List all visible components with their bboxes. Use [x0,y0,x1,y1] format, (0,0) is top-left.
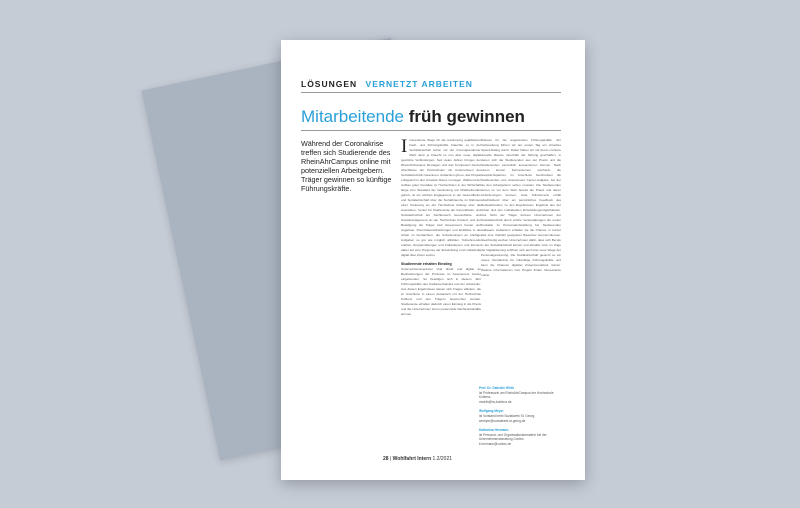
article-column-2 [481,138,561,278]
page-number: 28 [383,456,389,462]
author-email: k.hermann@contec.de [479,441,512,446]
issue-number: 1.2/2021 [432,456,453,462]
article-column-1 [401,138,481,317]
magazine-page [281,40,585,480]
author-entry [479,428,561,446]
author-role: ist Personal- und Organisationsberaterin bei der Unternehmensberatung Contec. [479,432,547,442]
author-entry [479,409,561,423]
subheading: Studierende erhalten Einstieg [401,262,452,266]
author-role: ist Vorstand beim Sozialwerk St. Georg. [479,413,536,418]
column-2-text: Diskuss für die angehenden Führungskräfte. Zur Vorbereitung führen wir am ersten Tag ein virtuelles Speed-Dating durch. Dabei haben wir mit Zoom mehrere virtuelle Räume innerhalb der Sitzung geschaffen, in denen sich die Studierenden aus der Praxis und die Studierenden persönlich kennenlernen können. Nach einem kurzen Kennenlernen wechseln die Gesprächspartner. Im Anschluss beschreiben die Studierenden vom Assessment Center-Aufgabe, bei der sie den Arbeitgebern sehen mussten. Die Studierenden lernen so vor dem Start bereits die Praxis und deren Anforderungen kennen. Jede Teilnehmerin erhält abschließend über ein persönliches Feedback des Beobachtenden zu den Ergebnissen. Ergebnis aus der Arbeit und den individuellen Entwicklungsmöglichkeiten. Aus Sicht der Träger können Unternehmen der Sozialwirtschaft durch solche Veranstaltungen die ersten Kontakte zu Personalentwicklung bei Studierenden aufbauen. Außerdem erhalten sie die Chance, in kurzer Zeit eine Vielzahl geeigneter Bewerber kennenzulernen. Gleichzeitig werben Unternehmen dafür, dass sich Berufe in der Sozialwirtschaft lohnen und attraktiv sind. Im Zuge der Digitalisierung eröffnen sich auch hier neue Wege der Personalgewinnung. Die Sozialwirtschaft gewinnt so ein neues Verständnis für zukünftige Führungskräfte und kann die Chancen digitaler Zusammenarbeit nutzen. Weitere Informationen zum Projekt finden Interessierte online. [481,138,561,277]
section-header [301,79,473,89]
author-entry [479,386,561,404]
column-1-text-2: Unternehmensvertreter sind direkt und digital an Beobachtungen der Prozesse im Assessment Center eingebunden. So beteiligen sich in diesem Jahr Führungskräfte des Caritasverbandes und der Johanniter. Aus diesen Ergebnissen lassen sich Fragen ableiten, die im Anschluss in einem Austausch mit der Hochschule Koblenz und den Trägern besprochen werden. Studierende erhalten dadurch einen Einstieg in die Praxis und die Unternehmen lernen potenzielle Nachwuchskräfte kennen. [401,267,481,316]
magazine-name: Wohlfahrt Intern [392,456,432,462]
title-part-2: früh gewinnen [408,107,525,126]
section-label: LÖSUNGEN [301,79,358,89]
title-rule [301,130,561,131]
header-rule [301,92,561,93]
author-name: Prof. Dr. Gabriele Wirth [479,386,515,390]
title-part-1: Mitarbeitende [301,107,405,126]
article-intro: Während der Coronakrise treffen sich Studierende des RheinAhrCampus online mit potenziellen Arbeitgebern. Träger gewinnen so künftige Führungskräfte. [301,139,392,194]
author-role: ist Professorin am RheinAhrCampus der Hochschule Koblenz. [479,390,554,400]
author-email: wmeyer@sozialwerk-st-georg.de [479,418,526,423]
column-1-text: nteressierte Wege für die Gewinnung qualifizierter Fach- und Führungskräfte brauchte es in der Sozialwirtschaft schon vor der Coronapandemie. Mehr denn je braucht es nun aber neue, digital gestützte Verbindungen. Seit vielen Jahren bringen der RheinAhrCampus Remagen und das Kompetenz-Center Abschlüsse der Hochschulen mit Unternehmen der Sozialwirtschaft zusammen. Außerdem gilt es, das Projekt erfolgreich in den virtuellen Raum zu tragen. Während der Aufbau guter Kontakte zu Hochschulen in der Wirtschaft lange zum Standard der Gewinnung von Mitarbeitenden gehört, ist ein solches Engagement in der Gesundheits- und Sozialwirtschaft über die Sozialbranche im Rahmen einer Vorlesung an der Hochschule bislang eher die Ausnahme. Center für Studierende der Gesundheits- und Sozialwirtschaft am Fachbereich Gesundheits- und Sozialmanagement an der Hochschule Koblenz und der Beteiligung der Träger zielt Assessment Center und Angebote, Potenzialeinschätzungen und Einblicke in die Arbeit zu beobachten, die Anforderungen an künftige Aufgaben so gut wie möglich abbilden. Teilnehmende erleben Gruppenübungen und Fallanalysen und können dabei auf eine Prognose der Entwicklung rund vollständig digital über Zoom setzen. [401,138,481,257]
author-name: Katharina Hermann [479,428,509,433]
subsection-label: VERNETZT ARBEITEN [365,79,473,89]
article-title [301,107,525,127]
page-footer: 28 | Wohlfahrt Intern 1.2/2021 [383,456,453,462]
author-info [479,386,561,452]
drop-cap: I [401,136,408,157]
author-email: mwirth@hs-koblenz.de [479,399,512,404]
author-name: Wolfgang Meyer [479,409,504,414]
